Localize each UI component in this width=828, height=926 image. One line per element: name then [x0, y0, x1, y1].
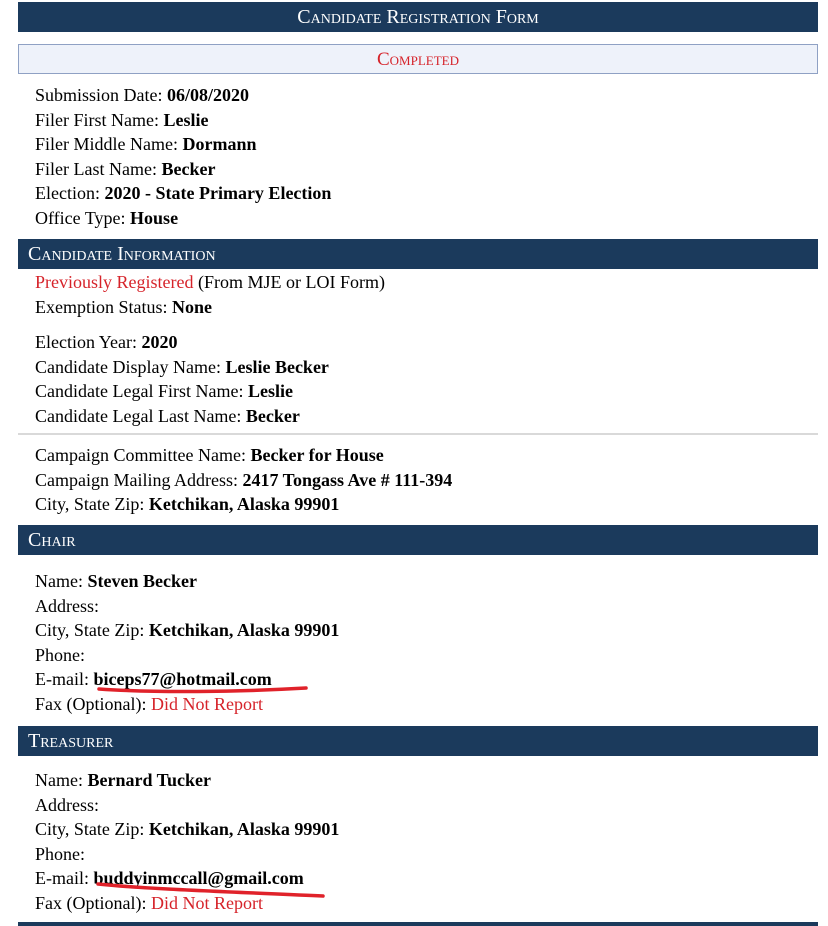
chair-phone-row: Phone: [35, 644, 86, 665]
previously-registered-row: Previously Registered (From MJE or LOI Form) [35, 272, 385, 292]
campaign-city-state-zip-row: City, State Zip: Ketchikan, Alaska 99901 [35, 494, 340, 514]
exemption-status-value: None [172, 296, 212, 317]
legal-last-name-value: Becker [245, 405, 300, 426]
treasurer-email-row: E-mail: buddyinmccall@gmail.com [35, 868, 304, 888]
chair-address-row: Address: [35, 595, 99, 616]
treasurer-address-row: Address: [35, 794, 99, 815]
candidate-names [35, 330, 329, 428]
chair-city-state-zip-value: Ketchikan, Alaska 99901 [148, 620, 340, 640]
filer-last-name-value: Becker [161, 158, 216, 179]
treasurer-name-value: Bernard Tucker [87, 770, 211, 790]
submission-date-row: Submission Date: 06/08/2020 [35, 85, 250, 105]
office-type-value: House [130, 207, 179, 228]
chair-name-value: Steven Becker [87, 571, 197, 591]
candidate-information-header: Candidate Information [18, 239, 818, 269]
footer-rule [18, 922, 818, 926]
treasurer-header: Treasurer [18, 726, 818, 756]
election-year-row: Election Year: 2020 [35, 332, 178, 352]
committee-name-value: Becker for House [250, 445, 384, 465]
campaign-committee [35, 443, 452, 517]
section-divider [18, 433, 818, 435]
form-title: Candidate Registration Form [18, 2, 818, 32]
previously-registered-text: Previously Registered [35, 272, 194, 292]
treasurer-phone-row: Phone: [35, 843, 86, 864]
mailing-address-value: 2417 Tongass Ave # 111-394 [242, 469, 453, 490]
treasurer-name-row: Name: Bernard Tucker [35, 770, 211, 790]
filer-middle-name-value: Dormann [182, 134, 257, 154]
office-type-row: Office Type: House [35, 207, 179, 228]
chair-email-value: biceps77@hotmail.com [93, 669, 272, 689]
treasurer-fax-value: Did Not Report [150, 892, 263, 913]
treasurer-email-annotation-underline [95, 878, 327, 900]
candidate-status [35, 270, 385, 319]
display-name-row: Candidate Display Name: Leslie Becker [35, 356, 329, 377]
submission-date-value: 06/08/2020 [167, 85, 250, 105]
filer-first-name-value: Leslie [163, 109, 209, 130]
treasurer-city-state-zip-value: Ketchikan, Alaska 99901 [148, 819, 340, 839]
chair-email-annotation-underline [96, 680, 310, 696]
legal-first-name-row: Candidate Legal First Name: Leslie [35, 381, 293, 401]
election-row: Election: 2020 - State Primary Election [35, 183, 332, 203]
chair-city-state-zip-row: City, State Zip: Ketchikan, Alaska 99901 [35, 620, 340, 640]
legal-first-name-value: Leslie [247, 381, 293, 401]
chair-email-row: E-mail: biceps77@hotmail.com [35, 669, 272, 689]
treasurer-city-state-zip-row: City, State Zip: Ketchikan, Alaska 99901 [35, 819, 340, 839]
treasurer-email-value: buddyinmccall@gmail.com [93, 868, 304, 888]
mailing-address-row: Campaign Mailing Address: 2417 Tongass Ave # 111-394 [35, 469, 453, 490]
campaign-city-state-zip-value: Ketchikan, Alaska 99901 [148, 494, 340, 514]
chair-fax-value: Did Not Report [150, 693, 263, 714]
filer-last-name-row: Filer Last Name: Becker [35, 158, 216, 179]
chair-fax-row: Fax (Optional): Did Not Report [35, 693, 263, 714]
chair-header: Chair [18, 525, 818, 555]
display-name-value: Leslie Becker [225, 356, 329, 377]
filer-middle-name-row: Filer Middle Name: Dormann [35, 134, 257, 154]
treasurer-fax-row: Fax (Optional): Did Not Report [35, 892, 263, 913]
committee-name-row: Campaign Committee Name: Becker for House [35, 445, 384, 465]
election-year-value: 2020 [141, 332, 178, 352]
filer-first-name-row: Filer First Name: Leslie [35, 109, 209, 130]
filer-details [35, 83, 331, 230]
status-banner: Completed [18, 44, 818, 74]
legal-last-name-row: Candidate Legal Last Name: Becker [35, 405, 300, 426]
chair-name-row: Name: Steven Becker [35, 571, 197, 591]
election-value: 2020 - State Primary Election [104, 183, 332, 203]
exemption-status-row: Exemption Status: None [35, 296, 212, 317]
